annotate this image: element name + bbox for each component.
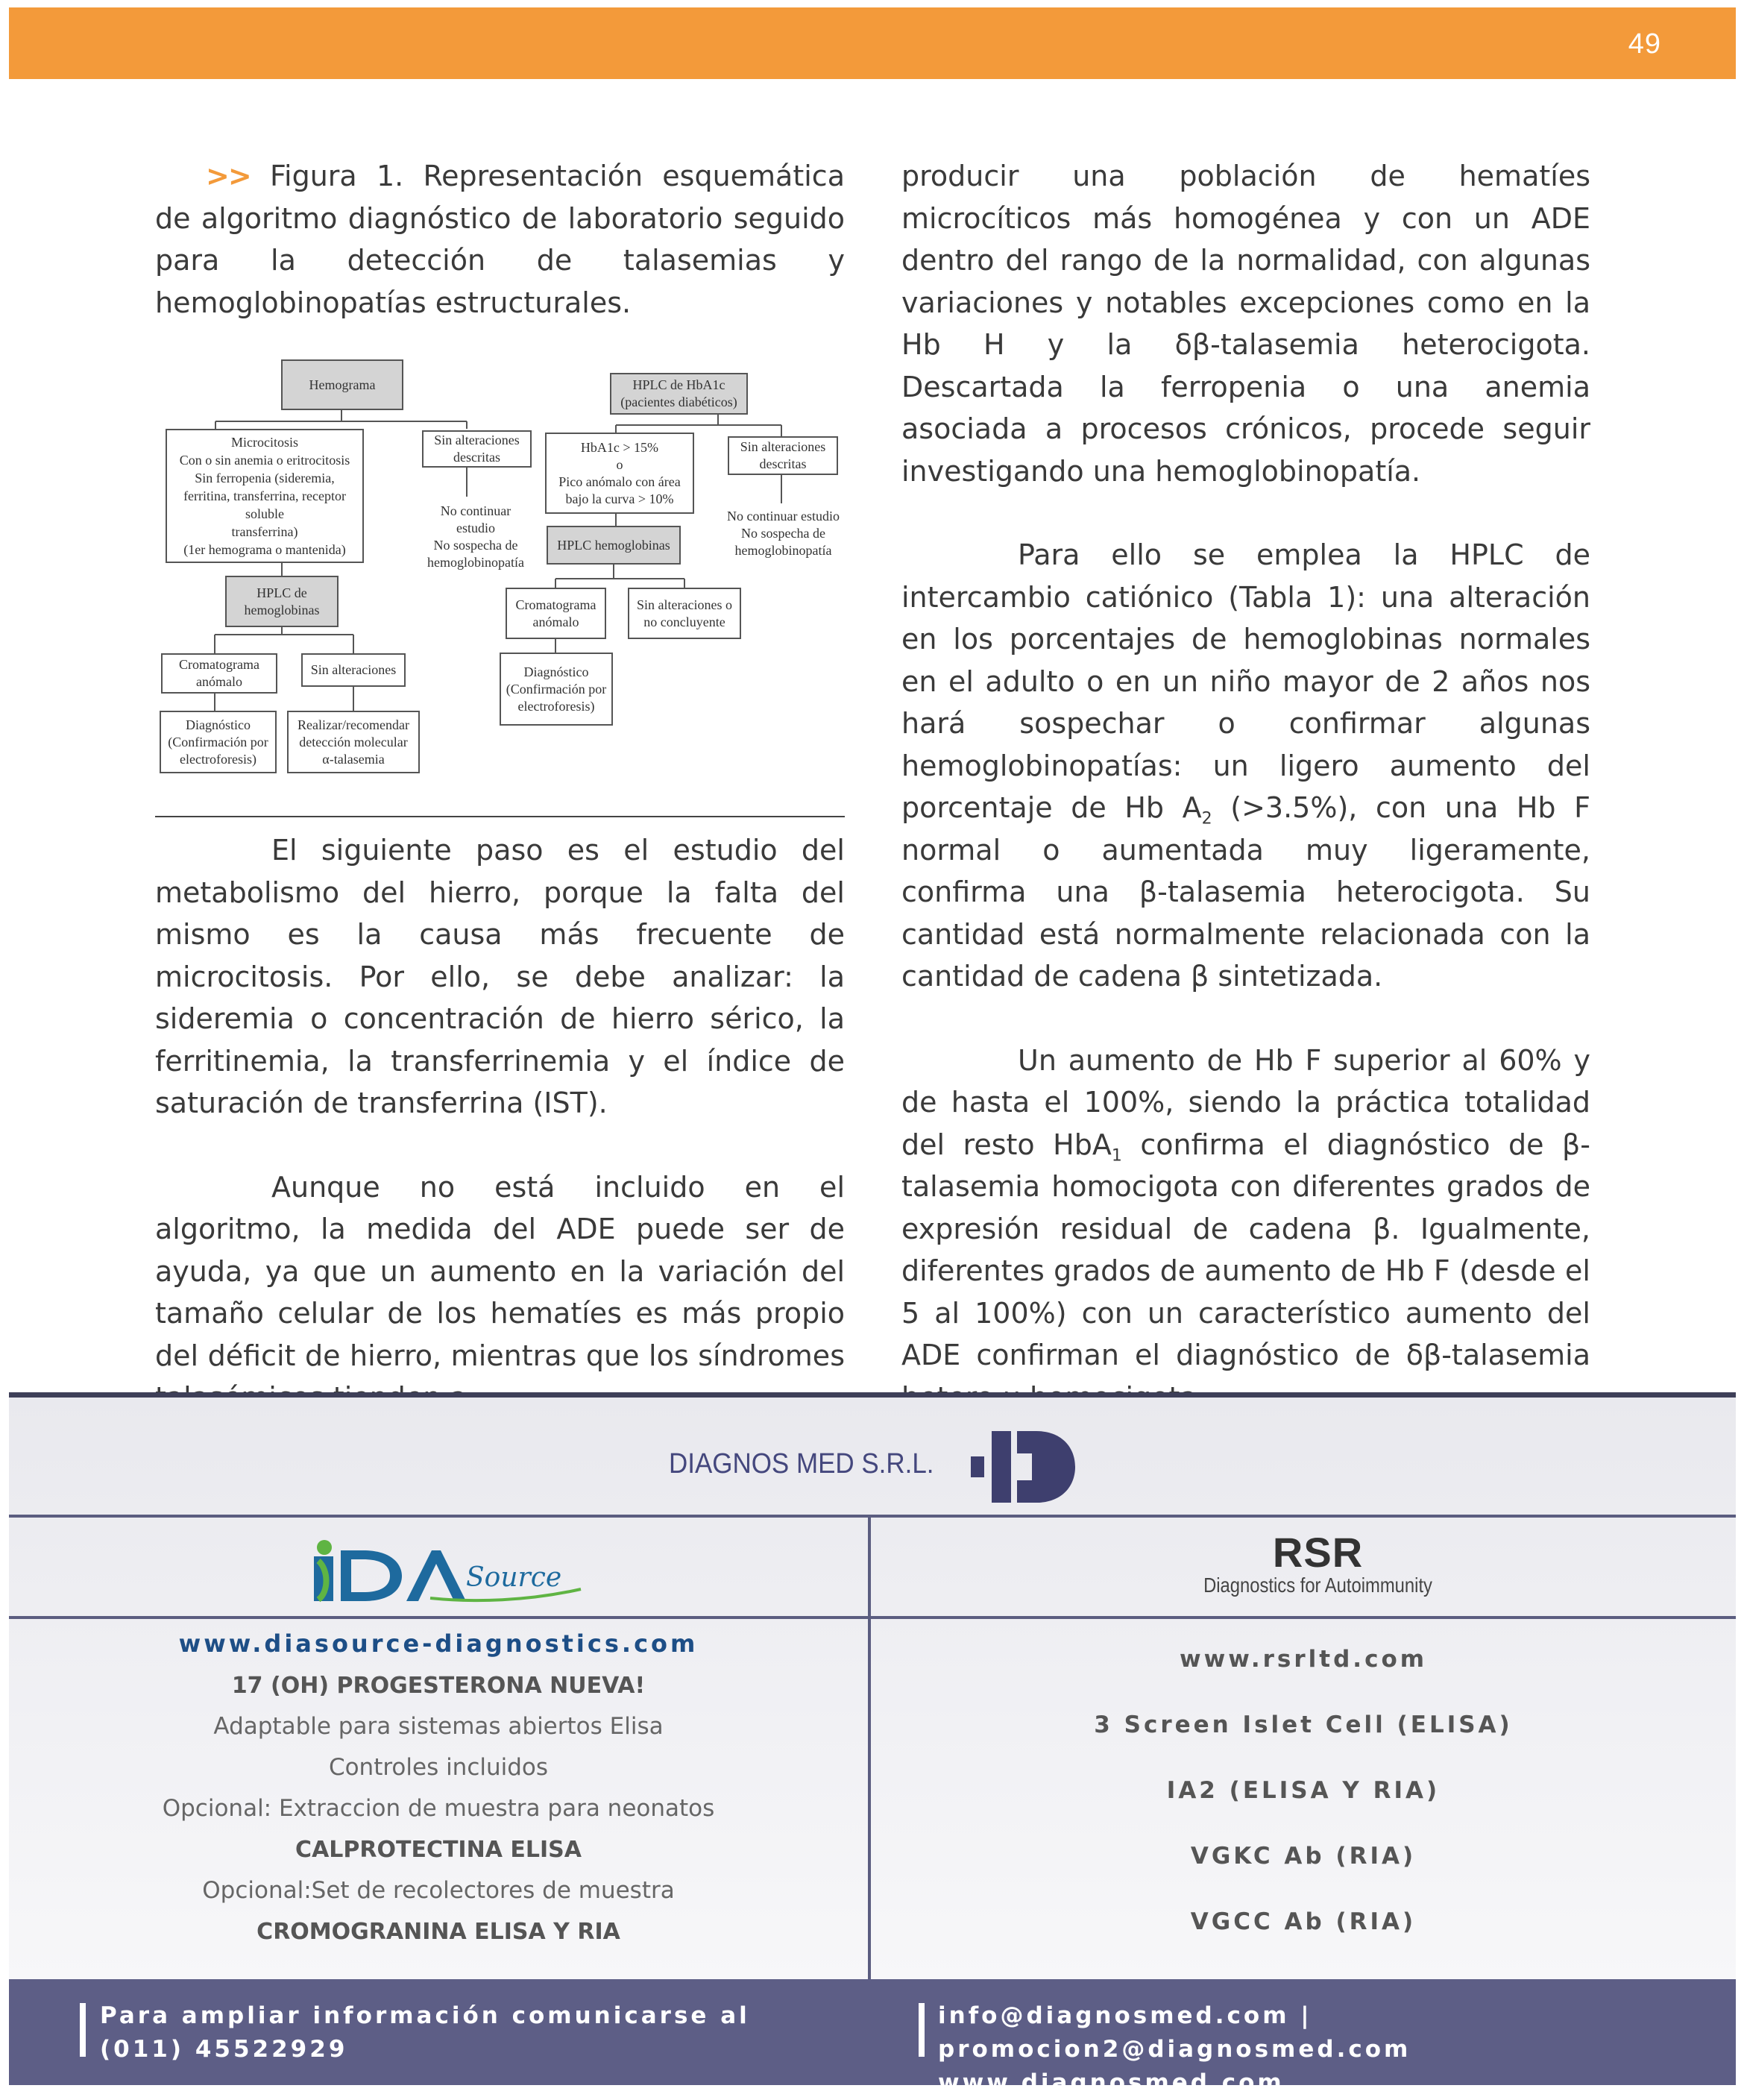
right-column (901, 155, 1590, 1418)
product-line: Opcional:Set de recolectores de muestra (202, 1877, 675, 1904)
box-sin-alteraciones-3: Sin alteraciones descritas (728, 436, 838, 475)
box-realizar-deteccion: Realizar/recomendar detección molecular α-talasemia (287, 711, 420, 773)
box-microcitosis: Microcitosis Con o sin anemia o eritrocitosis Sin ferropenia (sideremia, ferritina, transferrina, receptor soluble transferrina) (1er hemograma o mantenida) (166, 429, 364, 563)
box-hemograma: Hemograma (281, 359, 403, 410)
box-no-continuar-2: No continuar estudio No sospecha de hemoglobinopatía (727, 508, 840, 558)
product-line: 3 Screen Islet Cell (ELISA) (1094, 1711, 1513, 1738)
footer-website[interactable]: www.diagnosmed.com (938, 2069, 1285, 2096)
ad-divider (9, 1616, 1736, 1619)
box-cromatograma-2: Cromatograma anómalo (506, 588, 606, 639)
footer-phone[interactable]: (011) 45522929 (100, 2036, 348, 2063)
box-diagnostico-1: Diagnóstico (Confirmación por electroforesis) (160, 711, 277, 773)
box-hba1c-criterio: HbA1c > 15% o Pico anómalo con área bajo la curva > 10% (545, 433, 694, 514)
advertisement (9, 1392, 1736, 2096)
diasource-logo (303, 1534, 587, 1609)
product-line: Opcional: Extraccion de muestra para neonatos (162, 1795, 715, 1822)
footer-bar-mark (919, 2003, 925, 2057)
rsr-logo (1183, 1528, 1452, 1597)
left-paragraph: El siguiente paso es el estudio del metabolismo del hierro, porque la falta del mismo es la causa más frecuente de microcitosis. Por ello, se debe analizar: la sideremia o concentración de hierro sérico, la ferritinemia, la transferrinemia y el índice de saturación de transferrina (IST). (155, 834, 845, 1119)
svg-text:Source: Source (466, 1562, 562, 1593)
box-hplc-hemoglobinas-1: HPLC de hemoglobinas (225, 576, 339, 627)
left-column (155, 829, 845, 1419)
product-line: Controles incluidos (328, 1754, 549, 1781)
product-line: CROMOGRANINA ELISA Y RIA (256, 1919, 620, 1945)
product-line: 17 (OH) PROGESTERONA NUEVA! (231, 1673, 646, 1699)
footer-contact-left (100, 1999, 750, 2066)
box-sin-alteraciones-1: Sin alteraciones descritas (422, 430, 532, 468)
product-line: Adaptable para sistemas abiertos Elisa (213, 1713, 664, 1740)
box-hplc-hemoglobinas-2: HPLC hemoglobinas (547, 526, 681, 565)
figure-caption (155, 155, 845, 324)
company-name: DIAGNOS MED S.R.L. (669, 1448, 934, 1480)
box-sin-alteraciones-2: Sin alteraciones (301, 653, 406, 687)
box-no-continuar-1: No continuar estudio No sospecha de hemoglobinopatía (427, 503, 524, 570)
box-diagnostico-2: Diagnóstico (Confirmación por electroforesis) (500, 653, 613, 726)
box-cromatograma-1: Cromatograma anómalo (161, 653, 277, 694)
right-paragraph: Un aumento de Hb F superior al 60% y de hasta el 100%, siendo la práctica totalidad del resto HbA$_1$ confirma el diagnóstico de β-talasemia homocigota con diferentes grados de expresión residual de cadena β. Igualmente, diferentes grados de aumento de Hb F (desde el 5 al 100%) con un característico aumento del ADE confirman el diagnóstico de δβ-talasemia (901, 1043, 1590, 1371)
product-line: VGCC Ab (RIA) (1190, 1908, 1417, 1935)
rsr-products (871, 1637, 1736, 1965)
ad-footer (9, 1979, 1736, 2096)
flowchart-figure (155, 350, 845, 790)
box-hplc-hba1c: HPLC de HbA1c (pacientes diabéticos) (610, 373, 748, 415)
header-bar (9, 7, 1736, 79)
footer-bar-mark (80, 2003, 86, 2057)
left-paragraph: Aunque no está incluido en el algoritmo, la medida del ADE puede ser de ayuda, ya que un aumento en la variación del tamaño celular de los hematíes es más propio del déficit de hierro, mientras que los síndromes (155, 1170, 845, 1372)
diagnosmed-logo (971, 1427, 1075, 1509)
diasource-url[interactable]: www.diasource-diagnostics.com (178, 1629, 699, 1658)
caption-arrows: >> (206, 160, 251, 192)
figure-rule (155, 816, 845, 817)
diasource-products (9, 1629, 868, 1952)
caption-text: Figura 1. Representación esquemática de algoritmo diagnóstico de laboratorio seguido para la detección de talasemias y hemoglobinopatías estructurales. (155, 160, 845, 319)
box-sin-alteraciones-4: Sin alteraciones o no concluyente (628, 588, 741, 639)
footer-emails[interactable]: info@diagnosmed.com | promocion2@diagnosmed.com (938, 2002, 1411, 2063)
rsr-tagline: Diagnostics for Autoimmunity (1203, 1574, 1432, 1597)
ad-divider (9, 1515, 1736, 1518)
product-line: CALPROTECTINA ELISA (295, 1837, 582, 1863)
right-paragraph: Para ello se emplea la HPLC de intercambio catiónico (Tabla 1): una alteración en los porcentajes de hemoglobinas normales en el adulto o en un niño mayor de 2 años nos hará sospechar o confirmar algunas hemoglobinopatías: un ligero aumento del porcentaje de Hb $A_2$ (>3.5%), con una Hb F normal o aumentada muy ligeramente, confirma una β-talasemia heterocigota. Su cantidad está normalmente relacionada con la cantidad de cadena β sintetizada. (901, 538, 1590, 993)
rsr-name: RSR (1272, 1529, 1364, 1576)
footer-contact-right (938, 1999, 1736, 2100)
product-line: IA2 (ELISA Y RIA) (1166, 1777, 1441, 1804)
ad-top-rule (9, 1392, 1736, 1398)
rsr-url[interactable]: www.rsrltd.com (1179, 1646, 1428, 1673)
product-line: VGKC Ab (RIA) (1190, 1843, 1417, 1870)
right-paragraph: producir una población de hematíes microcíticos más homogénea y con un ADE dentro del rango de la normalidad, con algunas variaciones y notables excepciones como en la Hb H y la δβ-talasemia heterocigota. Descartada la ferropenia o una anemia asociada a procesos crónicos, procede seguir investigando una hemoglobinopatía. (901, 160, 1590, 488)
footer-contact-text: Para ampliar información comunicarse al (100, 2002, 750, 2029)
page-number: 49 (1628, 28, 1661, 60)
